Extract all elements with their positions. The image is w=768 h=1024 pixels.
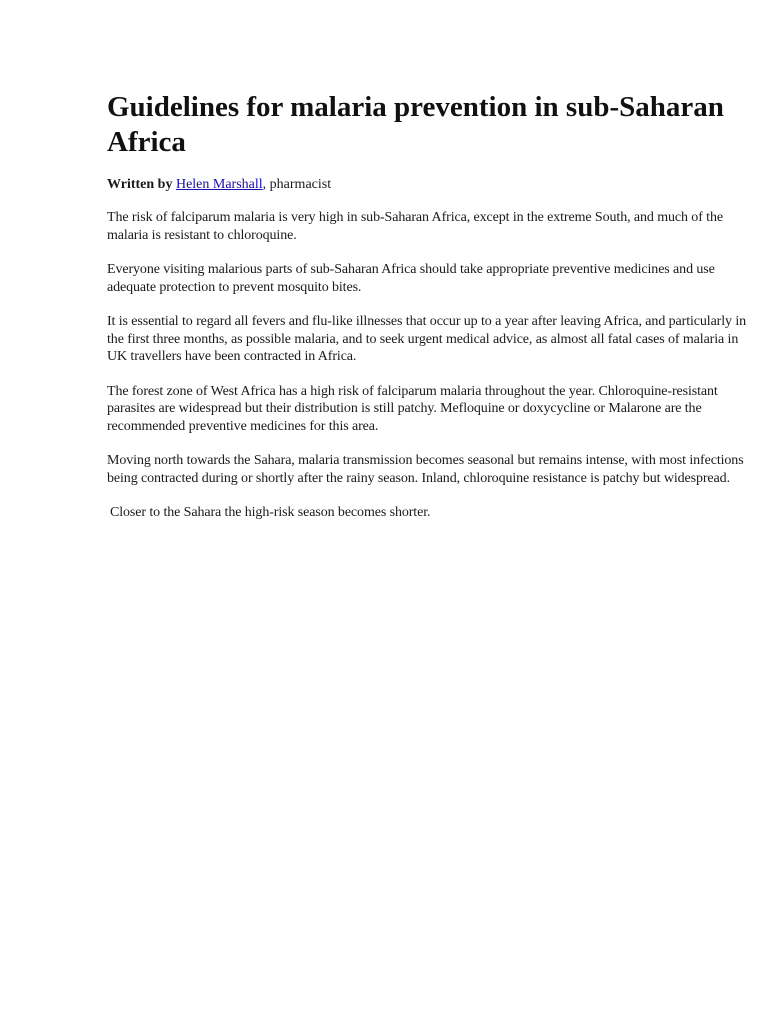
paragraph-sahara-north: Moving north towards the Sahara, malaria transmission becomes seasonal but remains intense, with most infections being contracted during or shortly after the rainy season. Inland, chloroquine resistance is patchy but widespread.	[107, 453, 744, 486]
article-title: Guidelines for malaria prevention in sub-Saharan Africa	[107, 91, 724, 158]
paragraph-prevention: Everyone visiting malarious parts of sub-Saharan Africa should take appropriate preventive medicines and use adequate protection to prevent mosquito bites.	[107, 262, 715, 295]
paragraph-west-africa: The forest zone of West Africa has a high risk of falciparum malaria throughout the year. Chloroquine-resistant parasites are widespread but their distribution is still patchy. Mefloquine or doxycycline or Malarone are the recommended preventive medicines for this area.	[107, 383, 718, 434]
article	[107, 90, 747, 539]
author-role: , pharmacist	[262, 177, 332, 192]
paragraph-fevers: It is essential to regard all fevers and flu-like illnesses that occur up to a year after leaving Africa, and particularly in the first three months, as possible malaria, and to seek urgent medical advice, as almost all fatal cases of malaria in UK travellers have been contracted in Africa.	[107, 314, 747, 364]
byline-label: Written by	[107, 177, 173, 192]
paragraph-risk: The risk of falciparum malaria is very high in sub-Saharan Africa, except in the extreme South, and much of the malaria is resistant to chloroquine.	[107, 210, 723, 243]
author-link[interactable]: Helen Marshall	[175, 177, 263, 192]
byline	[107, 176, 747, 193]
paragraph-sahara-season: Closer to the Sahara the high-risk season becomes shorter.	[110, 505, 431, 520]
